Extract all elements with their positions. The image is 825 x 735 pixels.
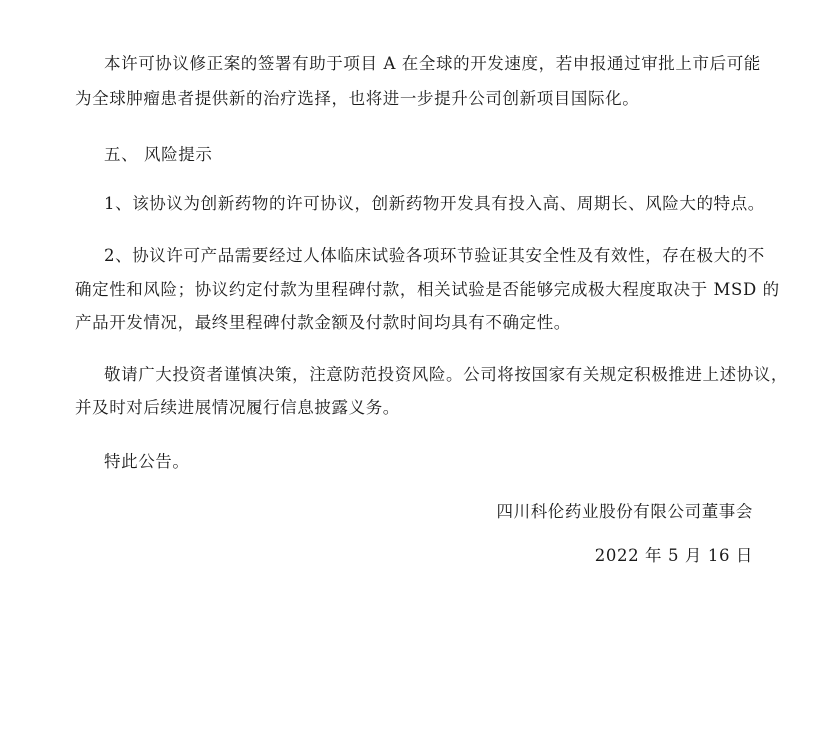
investor-notice-line-2: 并及时对后续进展情况履行信息披露义务。 — [75, 398, 400, 417]
investor-notice-line-1: 敬请广大投资者谨慎决策，注意防范投资风险。公司将按国家有关规定积极推进上述协议， — [104, 365, 788, 384]
section-heading-risk: 五、 风险提示 — [104, 145, 213, 164]
announcement-date: 2022 年 5 月 16 日 — [594, 546, 753, 565]
risk-item-2-line-1: 2、协议许可产品需要经过人体临床试验各项环节验证其安全性及有效性，存在极大的不 — [104, 246, 765, 265]
closing-statement: 特此公告。 — [104, 452, 190, 471]
risk-item-2-line-3: 产品开发情况，最终里程碑付款金额及付款时间均具有不确定性。 — [75, 313, 571, 332]
significance-line-1: 本许可协议修正案的签署有助于项目 A 在全球的开发速度，若申报通过审批上市后可能 — [104, 54, 761, 73]
significance-line-2: 为全球肿瘤患者提供新的治疗选择，也将进一步提升公司创新项目国际化。 — [75, 89, 640, 108]
risk-item-2-line-2: 确定性和风险；协议约定付款为里程碑付款，相关试验是否能够完成极大程度取决于 MSD 的 — [75, 280, 780, 299]
risk-item-1: 1、该协议为创新药物的许可协议，创新药物开发具有投入高、周期长、风险大的特点。 — [104, 194, 765, 213]
signatory: 四川科伦药业股份有限公司董事会 — [496, 502, 753, 521]
